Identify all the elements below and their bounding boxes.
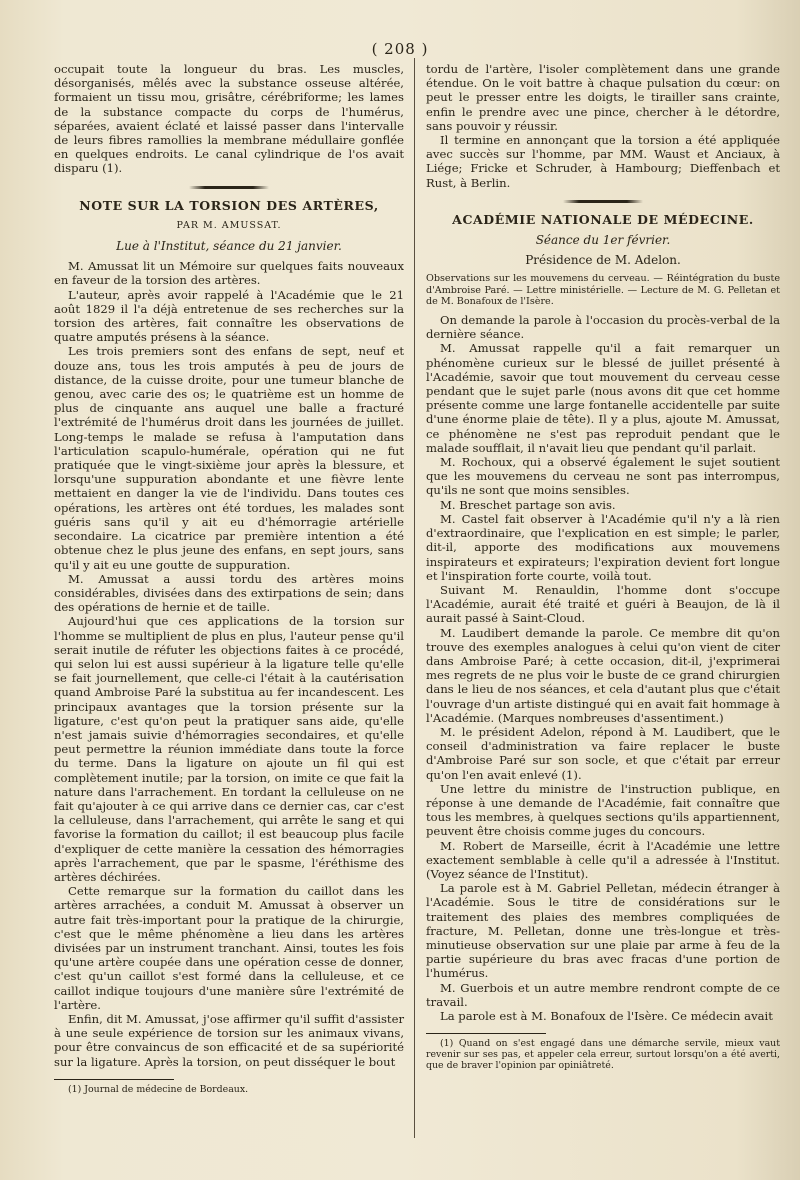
seance-date: Séance du 1er février. xyxy=(535,233,671,248)
paragraph: M. Robert de Marseille, écrit à l'Académie une lettre exactement semblable à celle qu'il a adressée à l'Institut. (Voyez séance de l'Institut). xyxy=(426,838,780,881)
paragraph: Aujourd'hui que ces applications de la torsion sur l'homme se multiplient de plus en plus, l'auteur pense qu'il serait inutile de réfuter les objections faites à ce procédé, qui selon lui est aussi supérieur à la ligature telle qu'elle se fait journellement, que celle-ci l'était à la cautérisation quand Ambroise Paré la substitua au fer incandescent. Les principaux avantages que la torsion présente sur la ligature, c'est qu'on peut la pratiquer sans aide, qu'elle n'est jamais suivie d'hémorragies secondaires, et qu'elle peut permettre la réunion immédiate dans toute la force du terme. Dans la ligature on ajoute un fil qui est complètement inutile; par la torsion, on imite ce que fait la nature dans l'arrachement. En tordant la celluleuse on ne fait qu'ajouter à ce qui arrive dans ce dernier cas, car c'est la celluleuse, dans l'arrachement, qui arrête le sang et qui favorise la formation du caillot; il est beaucoup plus facile d'expliquer de cette manière la cessation des hémorragies après l'arrachement, que par le spasme, l'éréthisme des artères déchirées. xyxy=(54,614,404,884)
paragraph: M. Breschet partage son avis. xyxy=(440,497,616,512)
right-continuation: tordu de l'artère, l'isoler complètement dans une grande étendue. On le voit battre à chaque pulsation du cœur: on peut le presser entre les doigts, le tirailler sans crainte, enfin le prendre avec une pince, chercher à le détordre, sans pouvoir y réussir. xyxy=(426,62,780,133)
paragraph: M. Rochoux, qui a observé également le sujet soutient que les mouvemens du cerveau ne sont pas interrompus, qu'ils ne sont que moins sensibles. xyxy=(426,455,780,498)
left-column xyxy=(54,62,404,1095)
column-divider xyxy=(414,58,415,1138)
paragraph: L'auteur, après avoir rappelé à l'Académie que le 21 août 1829 il l'a déjà entretenue de ses recherches sur la torsion des artères, fait connaître les observations de quatre amputés présens à la séance. xyxy=(54,287,404,345)
page-number: ( 208 ) xyxy=(371,40,429,58)
paragraph: Cette remarque sur la formation du caillot dans les artères arrachées, a conduit M. Amussat à observer un autre fait très-important pour la pratique de la chirurgie, c'est que le même phénomène a lieu dans les artères divisées par un instrument tranchant. Ainsi, toutes les fois qu'une artère coupée dans une opération cesse de donner, c'est qu'un caillot s'est formé dans la celluleuse, et ce caillot indique toujours d'une manière sûre l'extrémité de l'artère. xyxy=(54,884,404,1012)
paragraph: M. Amussat lit un Mémoire sur quelques faits nouveaux en faveur de la torsion des artères. xyxy=(54,259,404,288)
article-subtitle: Lue à l'Institut, séance du 21 janvier. xyxy=(116,239,342,254)
article-title: NOTE SUR LA TORSION DES ARTÈRES, xyxy=(79,197,379,213)
section-rule xyxy=(189,186,269,189)
paragraph: M. Laudibert demande la parole. Ce membre dit qu'on trouve des exemples analogues à celui qu'on vient de citer dans Ambroise Paré; à cette occasion, dit-il, j'exprimerai mes regrets de ne plus voir le buste de ce grand chirurgien dans le lieu de nos séances, et cela d'autant plus que c'était l'ouvrage d'un artiste distingué qui en avait fait hommage à l'Académie. (Marques nombreuses d'assentiment.) xyxy=(426,625,780,725)
paragraph: M. Amussat rappelle qu'il a fait remarquer un phénomène curieux sur le blessé de juillet présenté à l'Académie, savoir que tout mouvement du cerveau cesse pendant que le sujet parle (nous avons dit que cet homme présente comme une large fontanelle accidentelle par suite d'une énorme plaie de tête). Il y a plus, ajoute M. Amussat, ce phénomène ne s'est pas reproduit pendant que le malade soufflait, il n'avait lieu que pendant qu'il parlait. xyxy=(426,341,780,455)
paragraph: Une lettre du ministre de l'instruction publique, en réponse à une demande de l'Académie, fait connaître que tous les membres, à quelques sections qu'ils appartiennent, peuvent être choisis comme juges du concours. xyxy=(426,781,780,839)
paragraph: Enfin, dit M. Amussat, j'ose affirmer qu'il suffit d'assister à une seule expérience de torsion sur les animaux vivans, pour être convaincus de son efficacité et de sa supériorité sur la ligature. Après la torsion, on peut disséquer le bout xyxy=(54,1012,404,1069)
left-continuation: occupait toute la longueur du bras. Les muscles, désorganisés, mêlés avec la substance osseuse altérée, formaient un tissu mou, grisâtre, cérébriforme; les lames de la substance compacte du corps de l'humérus, séparées, avaient éclaté et laissé passer dans l'intervalle de leurs fibres ramollies la membrane médullaire gonflée en quelques endroits. Le canal cylindrique de l'os avait disparu (1). xyxy=(54,62,404,176)
article-author: PAR M. AMUSSAT. xyxy=(176,219,282,231)
footnote: (1) Quand on s'est engagé dans une démarche servile, mieux vaut revenir sur ses pas, et appeler cela erreur, surtout lorsqu'on a été averti, que de braver l'opinion par opiniâtreté. xyxy=(426,1038,780,1072)
footnote-rule xyxy=(54,1079,174,1080)
paragraph: M. Amussat a aussi tordu des artères moins considérables, divisées dans des extirpations de sein; dans des opérations de hernie et de taille. xyxy=(54,571,404,615)
paragraph: Les trois premiers sont des enfans de sept, neuf et douze ans, tous les trois amputés à peu de jours de distance, de la cuisse droite, pour une tumeur blanche de genou, avec carie des os; le quatrième est un homme de plus de cinquante ans auquel une balle a fracturé l'extrémité de l'humérus droit dans les journées de juillet. Long-temps le malade se refusa à l'amputation dans l'articulation scapulo-humérale, opération qui ne fut pratiquée que le vingt-sixième jour après la blessure, et lorsqu'une suppuration abondante et une fièvre lente mettaient en danger la vie de l'individu. Dans toutes ces opérations, les artères ont été tordues, les malades sont guéris sans qu'il y ait eu d'hémorragie artérielle secondaire. La cicatrice par première intention a été obtenue chez le plus jeune des enfans, en sept jours, sans qu'il y ait eu une goutte de suppuration. xyxy=(54,344,404,572)
section-title: ACADÉMIE NATIONALE DE MÉDECINE. xyxy=(452,211,754,227)
footnote: (1) Journal de médecine de Bordeaux. xyxy=(68,1083,249,1095)
footnote-rule xyxy=(426,1033,546,1034)
paragraph: On demande la parole à l'occasion du procès-verbal de la dernière séance. xyxy=(426,313,780,342)
paragraph: M. Castel fait observer à l'Académie qu'il n'y a là rien d'extraordinaire, que l'explication en est simple; le parler, dit-il, apporte des modifications aux mouvemens inspirateurs et expirateurs; l'expiration devient fort longue et l'inspiration forte courte, voilà tout. xyxy=(426,511,780,583)
right-column xyxy=(426,62,780,1071)
paragraph: La parole est à M. Bonafoux de l'Isère. Ce médecin avait xyxy=(440,1009,773,1023)
paragraph: M. le président Adelon, répond à M. Laudibert, que le conseil d'administration va faire replacer le buste d'Ambroise Paré sur son socle, et que c'était par erreur qu'on l'en avait enlevé (1). xyxy=(426,724,780,782)
paragraph: Il termine en annonçant que la torsion a été appliquée avec succès sur l'homme, par MM. Waust et Anciaux, à Liége; Fricke et Schruder, à Hambourg; Dieffenbach et Rust, à Berlin. xyxy=(426,133,780,190)
paragraph: M. Guerbois et un autre membre rendront compte de ce travail. xyxy=(426,980,780,1009)
paragraph: La parole est à M. Gabriel Pelletan, médecin étranger à l'Académie. Sous le titre de considérations sur le traitement des plaies des membres compliquées de fracture, M. Pelletan, donne une très-longue et très-minutieuse observation sur une plaie par arme à feu de la partie supérieure du bras avec fracas d'une portion de l'humérus. xyxy=(426,881,780,981)
section-rule xyxy=(563,200,643,203)
presidence: Présidence de M. Adelon. xyxy=(525,253,681,268)
paragraph: Suivant M. Renauldin, l'homme dont s'occupe l'Académie, aurait été traité et guéri à Beaujon, de là il aurait passé à Saint-Cloud. xyxy=(426,582,780,626)
session-summary: Observations sur les mouvemens du cerveau. — Réintégration du buste d'Ambroise Paré. — Lettre ministérielle. — Lecture de M. G. Pelletan et de M. Bonafoux de l'Isère. xyxy=(426,273,780,307)
